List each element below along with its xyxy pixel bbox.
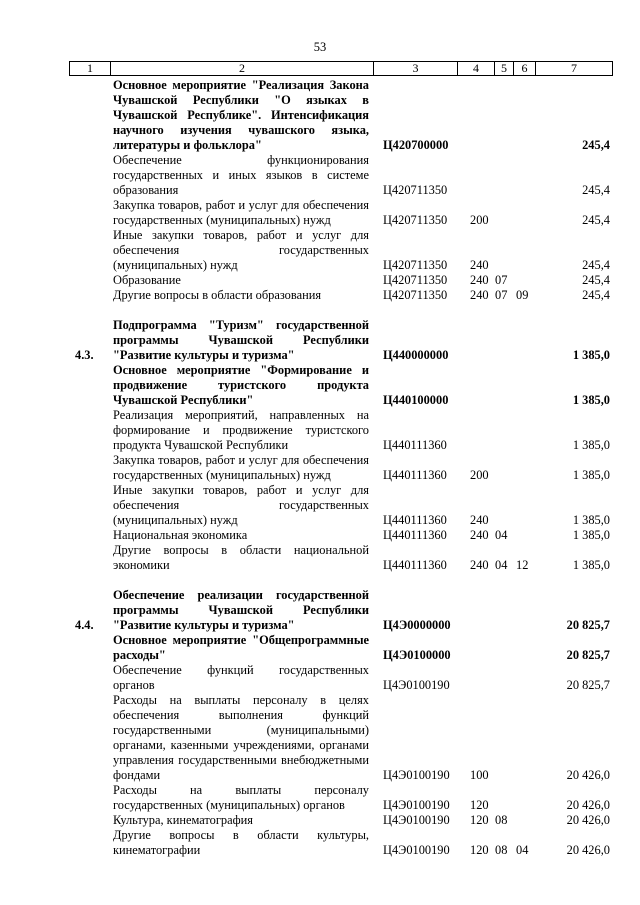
row-target-code: Ц420711350 <box>383 183 448 197</box>
row-amount: 245,4 <box>582 288 610 302</box>
header-col-3: 3 <box>374 62 458 75</box>
row-name: Другие вопросы в области образования <box>113 288 322 302</box>
table-row <box>0 228 640 273</box>
row-expense-type: 120 <box>470 813 489 827</box>
row-section: 07 <box>495 273 508 287</box>
row-target-code: Ц420711350 <box>383 288 448 302</box>
row-section: 04 <box>495 528 508 542</box>
row-name: Иные закупки товаров, работ и услуг для обеспечения государственных (муниципальных) нужд <box>113 228 369 272</box>
row-target-code: Ц4Э0100190 <box>383 813 450 827</box>
row-name: Национальная экономика <box>113 528 248 542</box>
row-expense-type: 200 <box>470 468 489 482</box>
budget-table-body <box>0 78 640 858</box>
row-name: Расходы на выплаты персоналу государственных (муниципальных) органов <box>113 783 369 812</box>
row-name: Обеспечение реализации государственной программы Чувашской Республики "Развитие культуры и туризма" <box>113 588 369 632</box>
row-subsection: 09 <box>516 288 529 302</box>
row-expense-type: 240 <box>470 273 489 287</box>
row-amount: 1 385,0 <box>572 558 610 572</box>
row-target-code: Ц440100000 <box>383 393 449 407</box>
row-expense-type: 240 <box>470 288 489 302</box>
row-target-code: Ц440111360 <box>383 558 447 572</box>
row-amount: 20 426,0 <box>566 768 610 782</box>
row-name: Обеспечение функций государственных органов <box>113 663 369 692</box>
table-row <box>0 528 640 543</box>
row-name: Основное мероприятие "Формирование и продвижение туристского продукта Чувашской Республики" <box>113 363 369 407</box>
row-amount: 1 385,0 <box>572 348 610 362</box>
row-expense-type: 240 <box>470 513 489 527</box>
row-name: Другие вопросы в области культуры, кинематографии <box>113 828 369 857</box>
row-target-code: Ц440000000 <box>383 348 449 362</box>
row-name: Иные закупки товаров, работ и услуг для обеспечения государственных (муниципальных) нужд <box>113 483 369 527</box>
table-row <box>0 453 640 483</box>
row-amount: 1 385,0 <box>572 438 610 452</box>
row-target-code: Ц4Э0000000 <box>383 618 451 632</box>
row-expense-type: 240 <box>470 258 489 272</box>
row-name: Другие вопросы в области национальной экономики <box>113 543 369 572</box>
table-header <box>69 61 613 76</box>
row-name: Закупка товаров, работ и услуг для обеспечения государственных (муниципальных) нужд <box>113 453 369 482</box>
row-amount: 245,4 <box>582 213 610 227</box>
row-target-code: Ц4Э0100190 <box>383 678 450 692</box>
row-target-code: Ц420711350 <box>383 273 448 287</box>
row-amount: 1 385,0 <box>572 513 610 527</box>
row-expense-type: 120 <box>470 798 489 812</box>
row-number: 4.3. <box>75 348 94 362</box>
row-name: Реализация мероприятий, направленных на формирование и продвижение туристского продукта Чувашской Республики <box>113 408 369 452</box>
table-row <box>0 588 640 633</box>
row-target-code: Ц440111360 <box>383 513 447 527</box>
row-target-code: Ц4Э0100190 <box>383 768 450 782</box>
row-target-code: Ц440111360 <box>383 438 447 452</box>
table-row <box>0 663 640 693</box>
row-amount: 20 426,0 <box>566 798 610 812</box>
table-row <box>0 153 640 198</box>
table-row <box>0 783 640 813</box>
row-amount: 1 385,0 <box>572 468 610 482</box>
header-col-1: 1 <box>70 62 111 75</box>
table-row <box>0 198 640 228</box>
row-name: Подпрограмма "Туризм" государственной программы Чувашской Республики "Развитие культуры и туризма" <box>113 318 369 362</box>
table-row <box>0 543 640 573</box>
table-row <box>0 273 640 288</box>
row-target-code: Ц420700000 <box>383 138 449 152</box>
row-name: Расходы на выплаты персоналу в целях обеспечения выполнения функций государственными (муниципальными) органами, казенными учреждениями, органами управления государственными внебюджетными фондами <box>113 693 369 782</box>
row-target-code: Ц420711350 <box>383 213 448 227</box>
table-row <box>0 78 640 153</box>
row-amount: 245,4 <box>582 183 610 197</box>
row-expense-type: 120 <box>470 843 489 857</box>
row-subsection: 04 <box>516 843 529 857</box>
row-target-code: Ц440111360 <box>383 528 447 542</box>
table-row <box>0 363 640 408</box>
table-row <box>0 828 640 858</box>
page-number: 53 <box>313 40 327 54</box>
header-col-7: 7 <box>571 61 577 75</box>
row-expense-type: 240 <box>470 558 489 572</box>
table-row <box>0 408 640 453</box>
row-amount: 20 825,7 <box>566 648 610 662</box>
row-amount: 1 385,0 <box>572 393 610 407</box>
row-section: 08 <box>495 813 508 827</box>
row-target-code: Ц4Э0100190 <box>383 798 450 812</box>
table-row <box>0 288 640 303</box>
row-subsection: 12 <box>516 558 529 572</box>
row-name: Основное мероприятие "Реализация Закона Чувашской Республики "О языках в Чувашской Республике". Интенсификация научного изучения чувашского языка, литературы и фольклора" <box>113 78 369 152</box>
row-target-code: Ц4Э0100000 <box>383 648 451 662</box>
table-row <box>0 318 640 363</box>
table-row <box>0 693 640 783</box>
row-name: Основное мероприятие "Общепрограммные расходы" <box>113 633 369 662</box>
row-expense-type: 200 <box>470 213 489 227</box>
table-row <box>0 483 640 528</box>
header-col-2: 2 <box>111 62 374 75</box>
header-col-5: 5 <box>495 62 514 75</box>
row-amount: 20 825,7 <box>566 678 610 692</box>
row-amount: 245,4 <box>582 273 610 287</box>
header-col-6: 6 <box>514 62 536 75</box>
row-amount: 245,4 <box>582 138 610 152</box>
row-name: Закупка товаров, работ и услуг для обеспечения государственных (муниципальных) нужд <box>113 198 369 227</box>
row-target-code: Ц420711350 <box>383 258 448 272</box>
row-number: 4.4. <box>75 618 94 632</box>
table-row <box>0 813 640 828</box>
row-section: 07 <box>495 288 508 302</box>
row-amount: 20 825,7 <box>566 618 610 632</box>
row-name: Обеспечение функционирования государственных и иных языков в системе образования <box>113 153 369 197</box>
row-name: Образование <box>113 273 181 287</box>
row-amount: 20 426,0 <box>566 813 610 827</box>
row-expense-type: 240 <box>470 528 489 542</box>
row-section: 04 <box>495 558 508 572</box>
row-expense-type: 100 <box>470 768 489 782</box>
row-name: Культура, кинематография <box>113 813 253 827</box>
row-amount: 20 426,0 <box>566 843 610 857</box>
table-row <box>0 633 640 663</box>
row-amount: 1 385,0 <box>572 528 610 542</box>
header-col-4: 4 <box>458 62 495 75</box>
row-section: 08 <box>495 843 508 857</box>
row-target-code: Ц440111360 <box>383 468 447 482</box>
row-amount: 245,4 <box>582 258 610 272</box>
row-target-code: Ц4Э0100190 <box>383 843 450 857</box>
